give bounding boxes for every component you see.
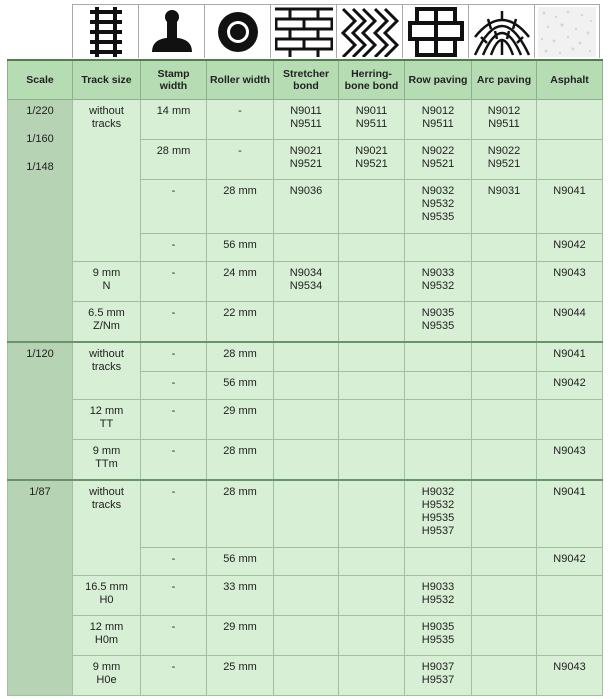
row-paving-cell [405,616,472,656]
product-code: N9044 [553,307,586,319]
track-size-cell [73,440,141,480]
asphalt-cell [537,234,603,262]
product-code: N9511 [355,118,388,130]
cell-lines [474,145,534,171]
table-row [8,302,603,342]
product-code: N9511 [422,118,454,130]
track-icon [72,4,138,58]
asphalt-cell [537,262,603,302]
cell-lines [341,105,402,131]
cell-lines [341,145,402,171]
stamp-icon [138,4,204,58]
row-paving-cell [405,180,472,234]
row-paving-icon [402,4,468,58]
table-row [8,400,603,440]
stamp-width-cell: - [141,234,207,262]
row-paving-cell [405,400,472,440]
product-code: H9532 [421,498,455,511]
cell-lines [75,486,138,512]
arc-paving-cell [472,480,537,548]
asphalt-cell [537,400,603,440]
roller-width-cell: 24 mm [207,262,274,302]
arc-paving-cell [472,140,537,180]
cell-lines [75,348,138,374]
arc-paving-cell [472,262,537,302]
product-code: N9011 [290,105,322,117]
roller-width-cell: 56 mm [207,372,274,400]
scale-cell [8,480,73,696]
table-row [8,100,603,140]
asphalt-icon [534,4,600,58]
icon-header-row [72,4,600,58]
asphalt-cell [537,100,603,140]
roller-icon [204,4,270,58]
header-herringbone-bond: Herring-bone bond [339,60,405,100]
stamp-width-cell: - [141,548,207,576]
cell-lines [407,661,469,687]
header-stamp-width: Stamp width [141,60,207,100]
asphalt-cell [537,548,603,576]
product-code: H9033 [421,581,455,593]
asphalt-cell [537,576,603,616]
stretcher-bond-cell [274,140,339,180]
cell-lines [276,185,336,198]
arc-paving-cell [472,576,537,616]
table-row [8,342,603,372]
table-row [8,616,603,656]
roller-width-cell: 22 mm [207,302,274,342]
roller-width-cell: 28 mm [207,180,274,234]
product-code: N9042 [553,553,586,565]
product-code: without [89,485,124,498]
asphalt-cell [537,302,603,342]
stretcher-bond-cell [274,262,339,302]
scale-cell [8,100,73,342]
stamp-width-cell: - [141,372,207,400]
cell-lines [407,145,469,171]
arc-paving-cell [472,372,537,400]
product-code: H0e [96,674,117,686]
stamp-width-cell: - [141,440,207,480]
product-code: N9042 [553,239,586,251]
product-code: N9521 [421,158,455,170]
row-paving-cell [405,576,472,616]
product-code: H9037 [421,661,455,673]
arc-paving-cell [472,342,537,372]
product-code: N9532 [421,198,455,210]
product-code: H9535 [421,511,455,524]
row-paving-cell [405,262,472,302]
header-stretcher-bond: Stretcher bond [274,60,339,100]
product-code: N9031 [487,185,521,197]
herringbone-bond-cell [339,440,405,480]
product-code: Z/Nm [93,320,120,332]
product-code: N9521 [289,158,323,170]
product-code: N9034 [289,267,323,279]
herringbone-bond-cell [339,576,405,616]
product-code: 6.5 mm [88,307,125,319]
row-paving-cell [405,342,472,372]
product-code: N9033 [421,267,455,279]
product-code: N9535 [421,320,455,332]
stretcher-bond-cell [274,656,339,696]
product-code: N9036 [289,185,323,197]
track-size-cell [73,342,141,400]
stamp-width-cell: - [141,576,207,616]
stretcher-bond-cell [274,372,339,400]
track-size-cell [73,302,141,342]
arc-paving-cell [472,548,537,576]
arc-paving-cell [472,180,537,234]
cell-lines [75,267,138,293]
herringbone-bond-cell [339,616,405,656]
product-code: without [89,105,124,117]
product-code: N9012 [421,105,455,117]
roller-width-cell: 25 mm [207,656,274,696]
product-code: N9041 [553,185,586,197]
arc-paving-cell [472,400,537,440]
herringbone-bond-cell [339,400,405,440]
header-scale: Scale [8,60,73,100]
track-size-cell [73,262,141,302]
roller-width-cell: 28 mm [207,440,274,480]
cell-lines [539,185,600,198]
track-size-cell [73,576,141,616]
cell-lines [407,267,469,293]
cell-lines [75,307,138,333]
product-code: H9532 [421,594,455,606]
herringbone-bond-cell [339,140,405,180]
product-code: without [89,347,124,360]
product-code: N9532 [421,280,455,292]
cell-lines [75,405,138,431]
cell-lines [539,486,600,499]
product-code: N9012 [487,105,521,117]
stamp-width-cell: - [141,262,207,302]
cell-lines [276,105,336,131]
cell-lines [539,553,600,566]
stamp-width-cell: - [141,180,207,234]
product-code: H9535 [421,634,455,646]
cell-lines [474,185,534,198]
stretcher-bond-cell [274,480,339,548]
cell-lines [75,661,138,687]
row-paving-cell [405,548,472,576]
product-code: N9041 [553,485,586,498]
cell-lines [474,105,534,131]
product-code: TTm [95,458,118,470]
header-roller-width: Roller width [207,60,274,100]
roller-width-cell: 56 mm [207,234,274,262]
product-code: TT [99,418,114,430]
asphalt-cell [537,342,603,372]
row-paving-cell [405,372,472,400]
herringbone-bond-cell [339,656,405,696]
product-code: N9021 [355,145,388,157]
product-code: 12 mm [89,621,124,633]
header-row-paving: Row paving [405,60,472,100]
stretcher-bond-cell [274,548,339,576]
cell-lines [539,445,600,458]
table-row [8,576,603,616]
product-code: N9511 [290,118,322,130]
product-code: H0 [99,594,114,606]
cell-lines [407,486,469,538]
arc-paving-cell [472,656,537,696]
stamp-width-cell: 28 mm [141,140,207,180]
cell-lines [75,445,138,471]
cell-lines [407,581,469,607]
product-code: 9 mm [92,661,121,673]
cell-lines [407,621,469,647]
herringbone-bond-cell [339,342,405,372]
asphalt-cell [537,616,603,656]
stretcher-bond-cell [274,576,339,616]
roller-width-cell: 29 mm [207,616,274,656]
row-paving-cell [405,234,472,262]
track-size-cell [73,400,141,440]
cell-lines [539,267,600,280]
product-code: H9537 [421,524,455,537]
row-paving-cell [405,480,472,548]
arc-paving-cell [472,100,537,140]
product-code: N9534 [289,280,323,292]
product-code: tracks [91,118,122,130]
header-asphalt: Asphalt [537,60,603,100]
roller-width-cell: 28 mm [207,480,274,548]
product-code: N9042 [553,377,586,389]
scale-label: 1/120 [26,347,54,360]
roller-width-cell: 28 mm [207,342,274,372]
row-paving-cell [405,440,472,480]
herringbone-bond-cell [339,548,405,576]
scale-label: 1/220 [26,105,54,117]
stretcher-bond-cell [274,342,339,372]
product-code: N [102,280,111,292]
product-code: tracks [91,498,122,511]
arc-paving-cell [472,234,537,262]
stamp-width-cell: - [141,342,207,372]
product-code: N9521 [355,158,388,170]
product-code: N9022 [487,145,521,157]
scale-label: 1/148 [26,161,54,173]
product-code: N9021 [289,145,323,157]
roller-width-cell: 56 mm [207,548,274,576]
table-header-row [8,60,603,100]
product-code: tracks [91,360,122,373]
asphalt-cell [537,372,603,400]
track-size-cell [73,616,141,656]
cell-lines [75,621,138,647]
arc-paving-cell [472,616,537,656]
asphalt-cell [537,140,603,180]
product-code: H9035 [421,621,455,633]
cell-lines [276,267,336,293]
table-row [8,262,603,302]
table-row [8,656,603,696]
product-code: N9041 [553,347,586,360]
cell-lines [539,239,600,252]
stretcher-bond-cell [274,234,339,262]
cell-lines [75,105,138,131]
cell-lines [407,307,469,333]
product-code: N9043 [553,661,586,673]
roller-width-cell: 29 mm [207,400,274,440]
cell-lines [539,377,600,390]
stamp-width-cell: - [141,302,207,342]
product-code: N9043 [553,445,586,457]
product-code: N9535 [421,211,455,223]
cell-lines [407,105,469,131]
product-code: 12 mm [89,405,124,417]
cell-lines [75,581,138,607]
arc-paving-cell [472,440,537,480]
herringbone-bond-cell [339,302,405,342]
table-row [8,440,603,480]
stamp-width-cell: - [141,656,207,696]
roller-width-cell: - [207,140,274,180]
product-code: 16.5 mm [85,581,128,593]
track-size-cell [73,656,141,696]
table-row [8,480,603,548]
product-code: H9537 [421,674,455,686]
herringbone-bond-icon [336,4,402,58]
scale-label: 1/87 [29,485,51,498]
stretcher-bond-icon [270,4,336,58]
stretcher-bond-cell [274,440,339,480]
stretcher-bond-cell [274,100,339,140]
track-size-cell [73,480,141,576]
product-code: H9032 [421,485,455,498]
herringbone-bond-cell [339,480,405,548]
stretcher-bond-cell [274,616,339,656]
stamp-width-cell: - [141,400,207,440]
stretcher-bond-cell [274,302,339,342]
herringbone-bond-cell [339,100,405,140]
product-code: 9 mm [92,267,121,279]
herringbone-bond-cell [339,372,405,400]
row-paving-cell [405,302,472,342]
stretcher-bond-cell [274,180,339,234]
product-code: N9043 [553,267,586,279]
header-arc-paving: Arc paving [472,60,537,100]
herringbone-bond-cell [339,262,405,302]
product-code: N9521 [487,158,521,170]
scale-label: 1/160 [26,133,54,145]
arc-paving-icon [468,4,534,58]
stamp-width-cell: - [141,480,207,548]
product-code: N9022 [421,145,455,157]
asphalt-cell [537,180,603,234]
stamp-width-cell: 14 mm [141,100,207,140]
row-paving-cell [405,100,472,140]
cell-lines [276,145,336,171]
asphalt-cell [537,656,603,696]
product-code: N9035 [421,307,455,319]
product-code: 9 mm [92,445,121,457]
product-code: H0m [94,634,119,646]
scale-cell [8,342,73,480]
products-table [7,59,603,696]
cell-lines [539,661,600,674]
row-paving-cell [405,140,472,180]
product-code: N9511 [488,118,520,130]
header-track-size: Track size [73,60,141,100]
cell-lines [539,307,600,320]
asphalt-cell [537,440,603,480]
stamp-width-cell: - [141,616,207,656]
product-code: N9032 [421,185,455,197]
herringbone-bond-cell [339,180,405,234]
row-paving-cell [405,656,472,696]
cell-lines [407,185,469,224]
roller-width-cell: - [207,100,274,140]
stretcher-bond-cell [274,400,339,440]
roller-width-cell: 33 mm [207,576,274,616]
arc-paving-cell [472,302,537,342]
herringbone-bond-cell [339,234,405,262]
product-code: N9011 [355,105,388,117]
cell-lines [539,348,600,361]
track-size-cell [73,100,141,262]
asphalt-cell [537,480,603,548]
